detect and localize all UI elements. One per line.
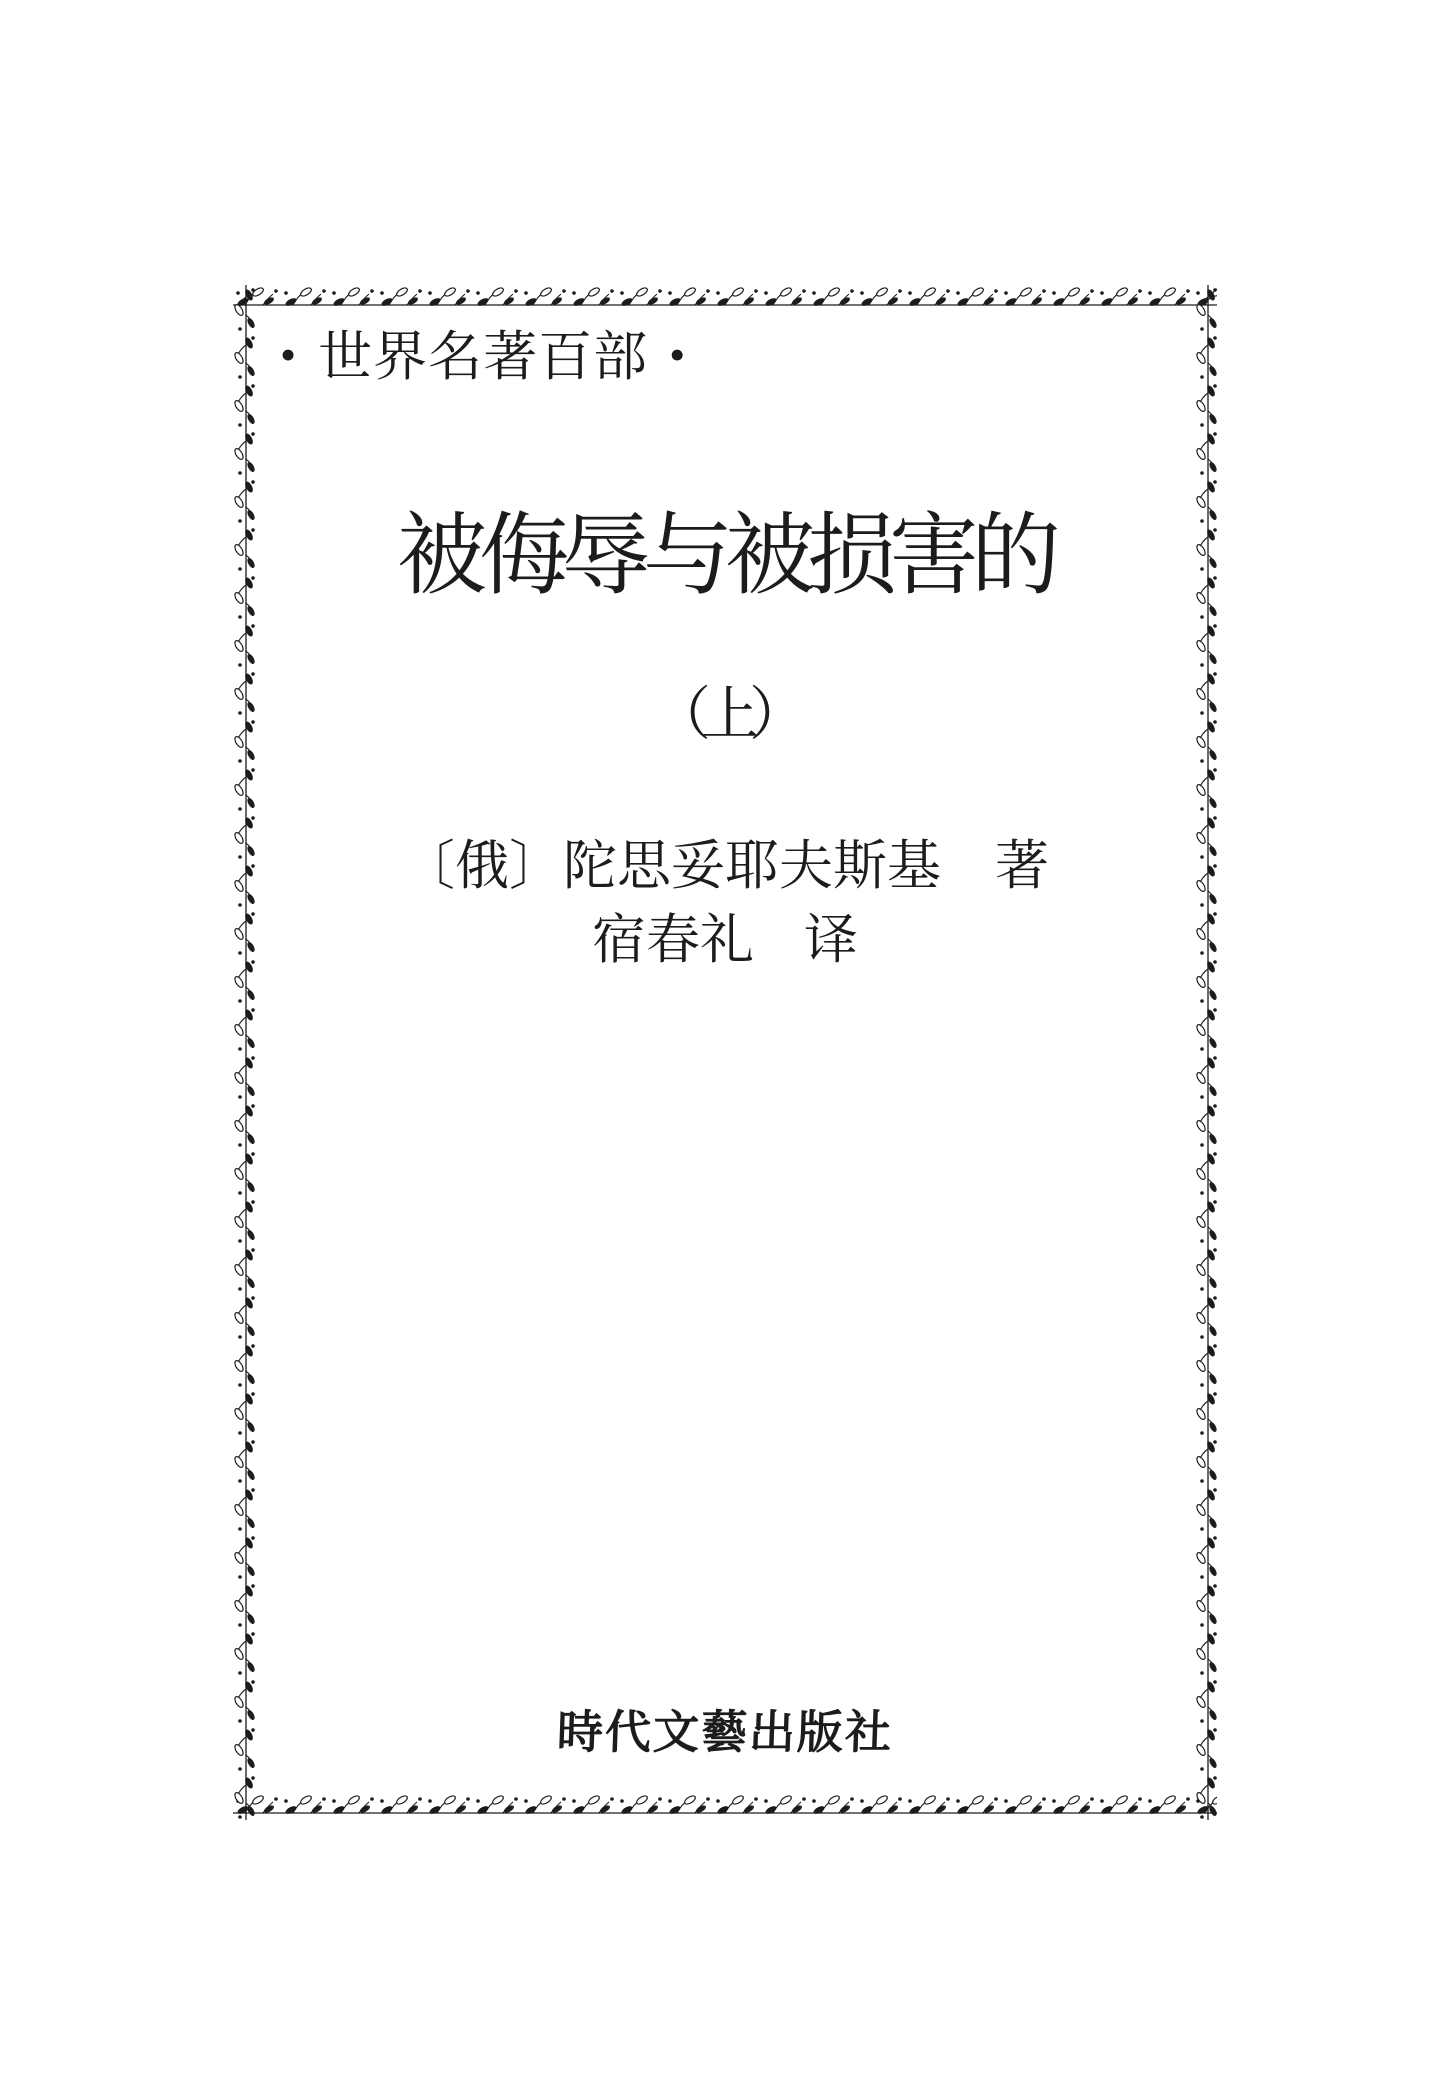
bullet-dot-icon: • [280,329,298,380]
translator-role: 译 [804,910,858,970]
translator-line [233,910,1217,970]
volume-label: （上） [652,682,797,747]
publisher-logo: 時代文藝出版社 [556,1707,894,1758]
page-title: 被侮辱与被损害的 [397,507,1053,606]
author-line [233,836,1217,896]
series-label: 世界名著百部 [318,327,649,387]
bullet-dot-icon: • [669,329,687,380]
author-name: 陀思妥耶夫斯基 [563,836,941,896]
author-origin: 〔俄〕 [401,836,563,896]
author-role: 著 [995,836,1049,896]
series-label-row [280,327,687,387]
translator-name: 宿春礼 [592,910,754,970]
